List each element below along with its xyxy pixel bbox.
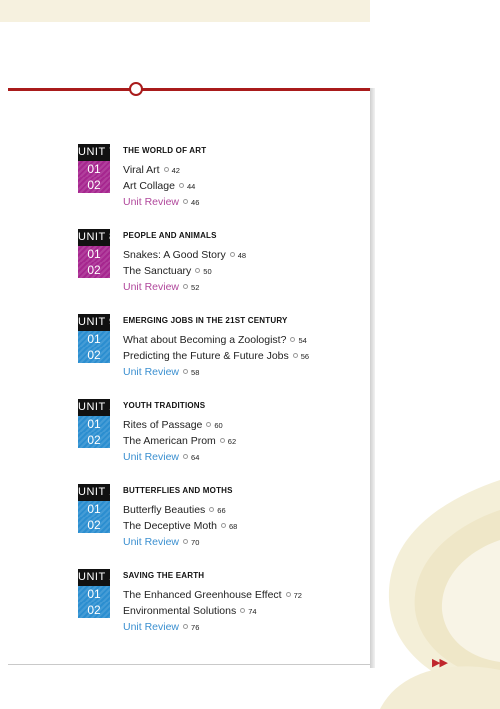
review-title: Unit Review: [123, 281, 180, 293]
lesson-title: The Deceptive Moth: [123, 520, 217, 532]
unit-label: UNIT 8: [78, 229, 110, 246]
page-number: 42: [171, 166, 180, 175]
header-rule-marker: [129, 82, 143, 96]
lesson-number: 01: [78, 331, 110, 347]
page-edge-shadow: [370, 88, 375, 668]
unit-label: UNIT 11: [78, 484, 110, 501]
unit-title: SAVING THE EARTH: [123, 571, 205, 580]
unit-badge: [78, 569, 123, 618]
lesson-entry[interactable]: [123, 180, 195, 192]
page-number: 52: [191, 283, 200, 292]
page-number: 56: [300, 352, 310, 361]
lesson-title: The Sanctuary: [123, 265, 192, 277]
unit-review-entry[interactable]: [123, 621, 199, 633]
page-number: 76: [191, 623, 200, 632]
unit-label: UNIT 7: [78, 144, 110, 161]
lesson-number: 01: [78, 161, 110, 177]
unit-review-entry[interactable]: [123, 366, 199, 378]
lesson-number: 01: [78, 416, 110, 432]
page-bullet-icon: [290, 337, 295, 342]
next-page-icon[interactable]: ▶▶: [432, 657, 447, 669]
lesson-entry[interactable]: [123, 265, 212, 277]
unit-badge: [78, 484, 122, 533]
page-bullet-icon: [221, 523, 226, 528]
page-number: 70: [191, 538, 200, 547]
lesson-number: 02: [78, 432, 110, 448]
lesson-title: The Enhanced Greenhouse Effect: [123, 589, 282, 601]
lesson-entry[interactable]: [123, 435, 236, 447]
unit-label: UNIT 10: [78, 399, 110, 416]
lesson-title: The American Prom: [123, 435, 216, 447]
lesson-number: 01: [78, 246, 110, 262]
review-title: Unit Review: [123, 451, 180, 463]
page-bullet-icon: [164, 167, 169, 172]
page-bullet-icon: [179, 183, 184, 188]
review-title: Unit Review: [123, 621, 180, 633]
review-title: Unit Review: [123, 196, 180, 208]
page-bullet-icon: [286, 592, 291, 597]
page-bullet-icon: [206, 422, 211, 427]
page-number: 60: [214, 421, 223, 430]
lesson-title: Butterfly Beauties: [123, 504, 206, 516]
page-bullet-icon: [183, 454, 188, 459]
lesson-entry[interactable]: [123, 589, 302, 601]
unit-title: EMERGING JOBS IN THE 21ST CENTURY: [123, 316, 288, 325]
lesson-number: 02: [78, 262, 110, 278]
lesson-title: Rites of Passage: [123, 419, 203, 431]
lesson-entry[interactable]: [123, 164, 180, 176]
unit-review-entry[interactable]: [123, 281, 199, 293]
page-bullet-icon: [240, 608, 245, 613]
decorative-swirl: [360, 470, 500, 709]
page-bullet-icon: [183, 624, 188, 629]
page-number: 58: [191, 368, 200, 377]
page-bullet-icon: [183, 369, 188, 374]
page-number: 74: [248, 607, 257, 616]
lesson-number: 02: [78, 347, 110, 363]
page-bullet-icon: [209, 507, 214, 512]
page-number: 72: [293, 591, 302, 600]
footer-rule: [8, 664, 370, 665]
unit-badge: [78, 314, 116, 363]
page-number: 44: [186, 182, 196, 191]
page-number: 50: [203, 267, 212, 276]
unit-badge: [78, 399, 123, 448]
unit-title: THE WORLD OF ART: [123, 146, 207, 155]
page-number: 62: [227, 437, 237, 446]
lesson-number: 01: [78, 501, 110, 517]
lesson-title: Environmental Solutions: [123, 605, 237, 617]
unit-review-entry[interactable]: [123, 196, 199, 208]
unit-label: UNIT 9: [78, 314, 110, 331]
lesson-title: Predicting the Future & Future Jobs: [123, 350, 289, 362]
review-title: Unit Review: [123, 366, 180, 378]
lesson-title: Art Collage: [123, 180, 175, 192]
unit-title: PEOPLE AND ANIMALS: [123, 231, 217, 240]
page-number: 66: [217, 506, 226, 515]
review-title: Unit Review: [123, 536, 180, 548]
lesson-entry[interactable]: [123, 419, 223, 431]
lesson-entry[interactable]: [123, 605, 257, 617]
lesson-title: Viral Art: [123, 164, 160, 176]
lesson-number: 02: [78, 602, 110, 618]
page-bullet-icon: [183, 199, 188, 204]
lesson-title: What about Becoming a Zoologist?: [123, 334, 287, 346]
page-bullet-icon: [183, 539, 188, 544]
page-bullet-icon: [220, 438, 225, 443]
page-number: 46: [191, 198, 200, 207]
lesson-number: 02: [78, 177, 110, 193]
page-bullet-icon: [230, 252, 235, 257]
page-bullet-icon: [195, 268, 200, 273]
lesson-entry[interactable]: [123, 350, 309, 362]
lesson-number: 02: [78, 517, 110, 533]
unit-title: YOUTH TRADITIONS: [123, 401, 206, 410]
lesson-number: 01: [78, 586, 110, 602]
unit-label: UNIT 12: [78, 569, 110, 586]
page-bullet-icon: [183, 284, 188, 289]
page-number: 68: [228, 522, 238, 531]
lesson-entry[interactable]: [123, 334, 307, 346]
lesson-entry[interactable]: [123, 504, 226, 516]
lesson-entry[interactable]: [123, 520, 237, 532]
unit-title: BUTTERFLIES AND MOTHS: [123, 486, 233, 495]
page-bullet-icon: [293, 353, 298, 358]
unit-badge: [78, 229, 116, 278]
top-tint-band: [0, 0, 370, 22]
page-number: 48: [237, 251, 247, 260]
lesson-title: Snakes: A Good Story: [123, 249, 226, 261]
unit-review-entry[interactable]: [123, 451, 199, 463]
page-number: 54: [298, 336, 307, 345]
page-number: 64: [191, 453, 200, 462]
lesson-entry[interactable]: [123, 249, 246, 261]
header-rule: [8, 88, 370, 91]
unit-review-entry[interactable]: [123, 536, 199, 548]
unit-badge: [78, 144, 116, 193]
